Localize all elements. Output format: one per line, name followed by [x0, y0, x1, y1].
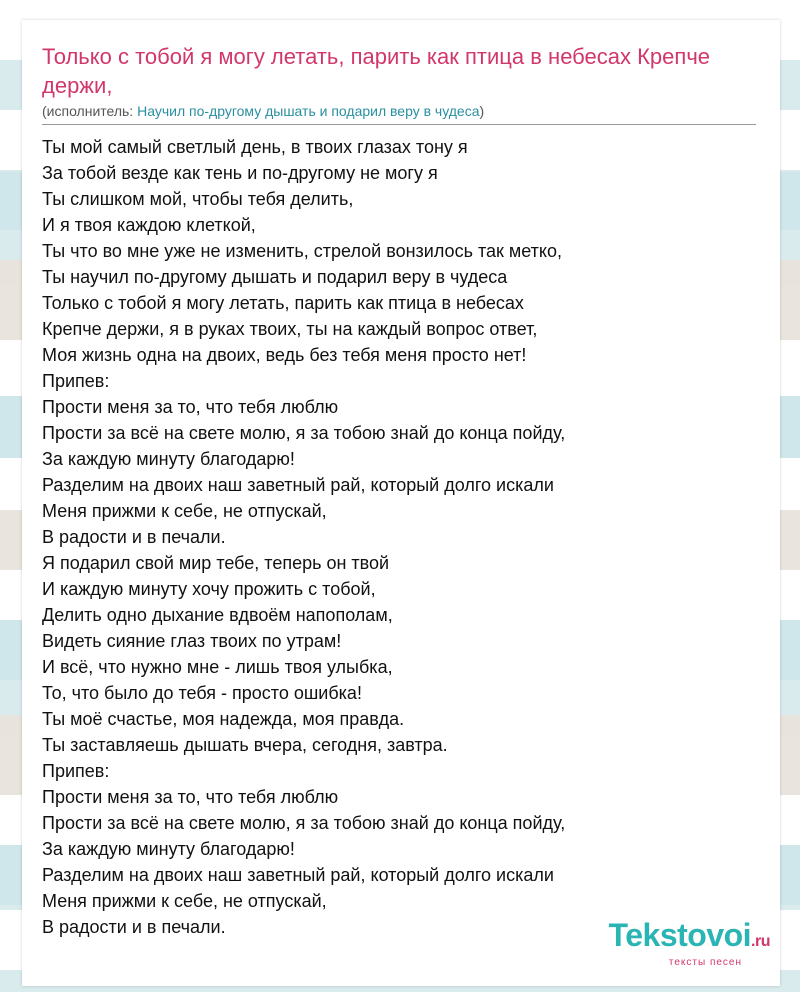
song-title: Только с тобой я могу летать, парить как птица в небесах Крепче держи, — [42, 44, 711, 98]
lyric-line: Ты научил по-другому дышать и подарил веру в чудеса — [42, 267, 508, 287]
lyric-line: Прости меня за то, что тебя люблю — [42, 787, 339, 807]
lyric-line: Припев: — [42, 371, 110, 391]
lyric-line: Прости меня за то, что тебя люблю — [42, 397, 339, 417]
lyric-line: И всё, что нужно мне - лишь твоя улыбка, — [42, 657, 393, 677]
lyric-line: За каждую минуту благодарю! — [42, 839, 295, 859]
lyric-line: Ты мой самый светлый день, в твоих глазах тону я — [42, 137, 468, 157]
lyric-line: Ты что во мне уже не изменить, стрелой вонзилось так метко, — [42, 241, 562, 261]
lyric-line: Я подарил свой мир тебе, теперь он твой — [42, 553, 390, 573]
lyric-line: Прости за всё на свете молю, я за тобою знай до конца пойду, — [42, 423, 566, 443]
artist-label: (исполнитель: — [42, 103, 138, 119]
lyric-line: Разделим на двоих наш заветный рай, который долго искали — [42, 475, 554, 495]
artist-close: ) — [479, 103, 485, 119]
lyric-line: То, что было до тебя - просто ошибка! — [42, 683, 362, 703]
lyric-line: И я твоя каждою клеткой, — [42, 215, 256, 235]
lyric-line: Моя жизнь одна на двоих, ведь без тебя меня просто нет! — [42, 345, 527, 365]
logo-tagline: тексты песен — [668, 957, 742, 968]
lyrics-text — [42, 134, 565, 940]
logo-name: Tekstovoi — [608, 917, 752, 953]
site-logo[interactable] — [609, 918, 770, 968]
lyric-line: В радости и в печали. — [42, 527, 226, 547]
lyric-line: Прости за всё на свете молю, я за тобою знай до конца пойду, — [42, 813, 566, 833]
lyric-line: В радости и в печали. — [42, 917, 226, 937]
lyric-line: Делить одно дыхание вдвоём напополам, — [42, 605, 393, 625]
lyric-line: За тобой везде как тень и по-другому не могу я — [42, 163, 438, 183]
lyric-line: Меня прижми к себе, не отпускай, — [42, 501, 327, 521]
title-divider — [42, 124, 756, 125]
artist-link[interactable]: Научил по-другому дышать и подарил веру в чудеса — [137, 103, 480, 119]
lyric-line: Видеть сияние глаз твоих по утрам! — [42, 631, 342, 651]
lyric-line: Крепче держи, я в руках твоих, ты на каждый вопрос ответ, — [42, 319, 538, 339]
lyric-line: Ты моё счастье, моя надежда, моя правда. — [42, 709, 405, 729]
lyric-line: Ты слишком мой, чтобы тебя делить, — [42, 189, 354, 209]
logo-domain: .ru — [751, 933, 770, 950]
lyrics-card — [22, 20, 780, 986]
lyric-line: Меня прижми к себе, не отпускай, — [42, 891, 327, 911]
lyric-line: И каждую минуту хочу прожить с тобой, — [42, 579, 376, 599]
lyric-line: Разделим на двоих наш заветный рай, который долго искали — [42, 865, 554, 885]
lyric-line: Ты заставляешь дышать вчера, сегодня, завтра. — [42, 735, 448, 755]
lyric-line: Припев: — [42, 761, 110, 781]
artist-line — [42, 103, 484, 119]
lyric-line: Только с тобой я могу летать, парить как птица в небесах — [42, 293, 524, 313]
lyric-line: За каждую минуту благодарю! — [42, 449, 295, 469]
